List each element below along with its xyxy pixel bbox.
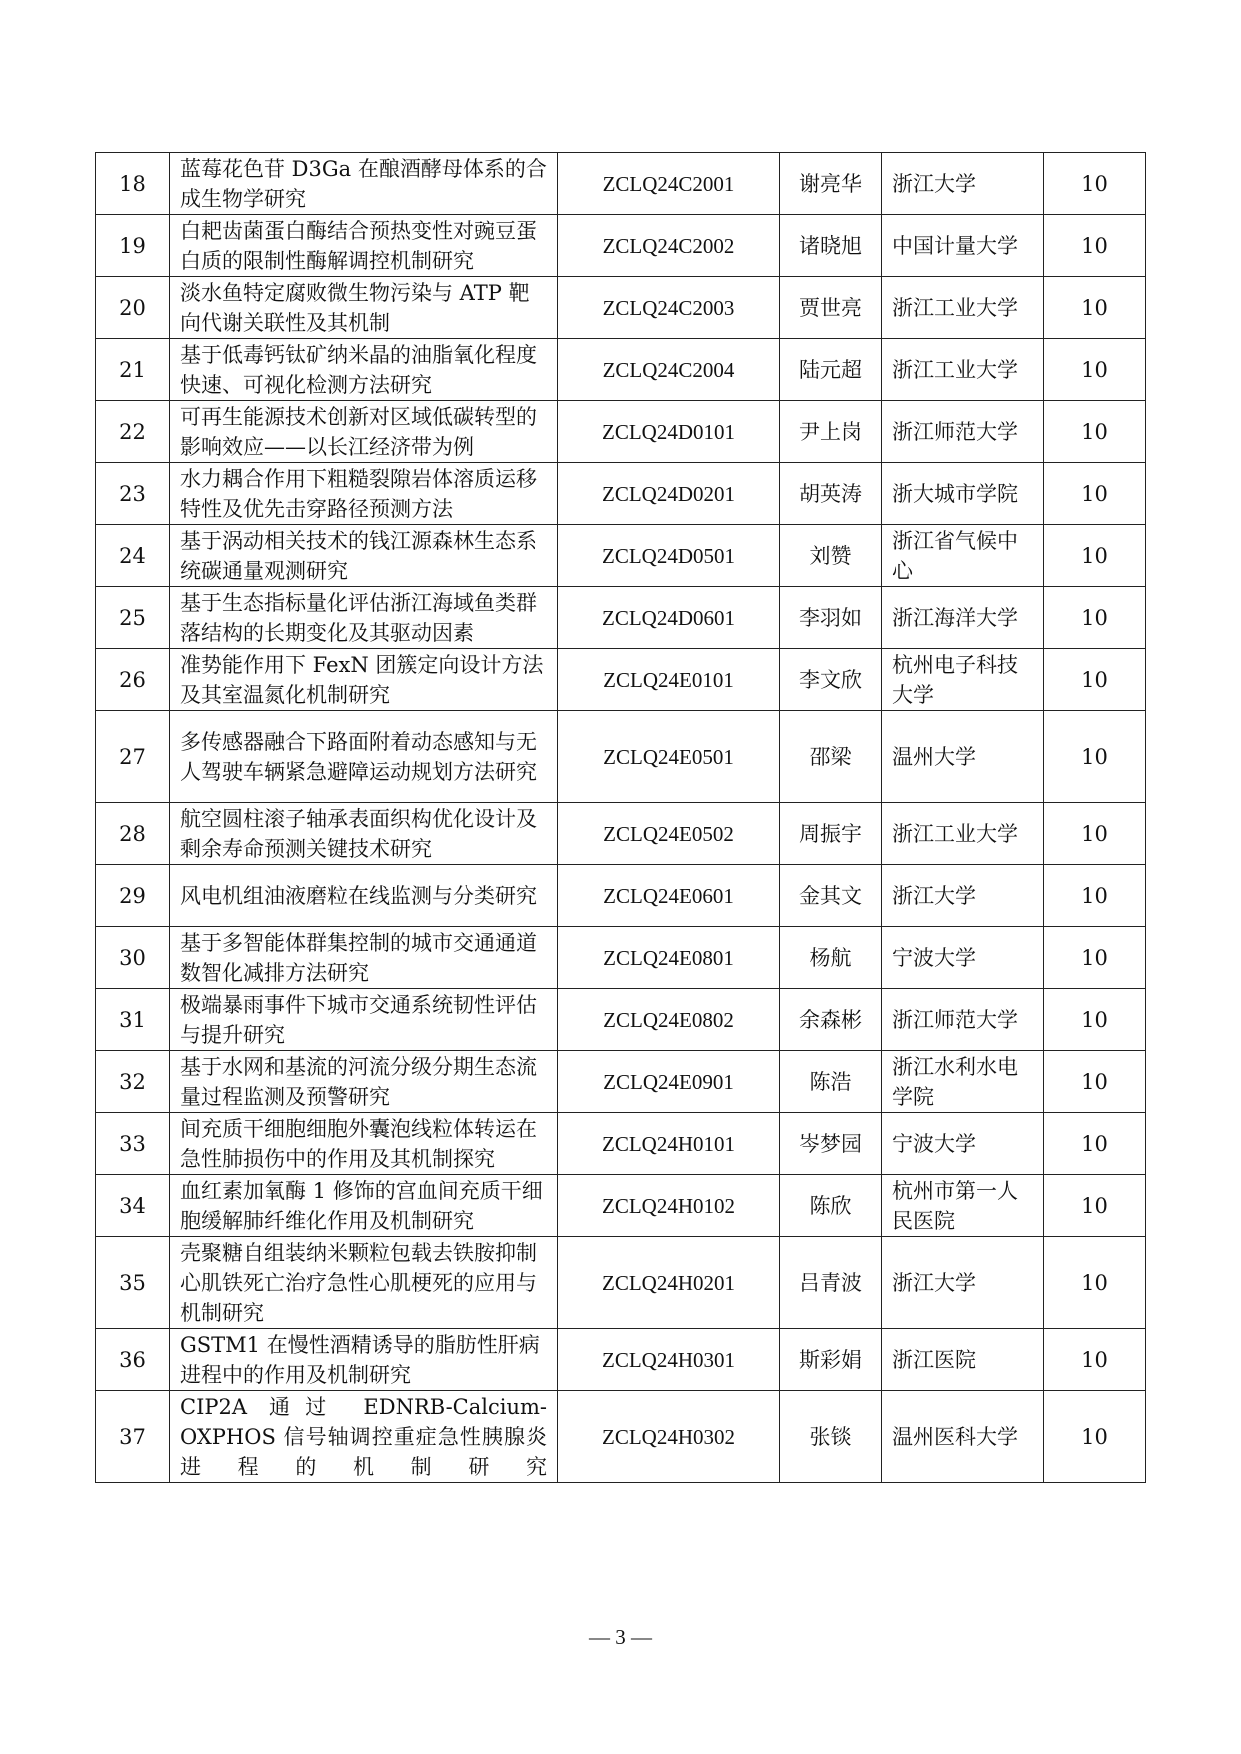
project-code: ZCLQ24E0601 — [558, 865, 780, 927]
project-code: ZCLQ24H0102 — [558, 1175, 780, 1237]
funding-amount: 10 — [1044, 989, 1146, 1051]
project-title: 极端暴雨事件下城市交通系统韧性评估与提升研究 — [170, 989, 558, 1051]
row-number: 22 — [96, 401, 170, 463]
page-number: — 3 — — [589, 1625, 652, 1649]
principal-investigator: 金其文 — [780, 865, 882, 927]
row-number: 34 — [96, 1175, 170, 1237]
project-title: 间充质干细胞细胞外囊泡线粒体转运在急性肺损伤中的作用及其机制探究 — [170, 1113, 558, 1175]
principal-investigator: 李羽如 — [780, 587, 882, 649]
project-code: ZCLQ24D0101 — [558, 401, 780, 463]
institution: 浙大城市学院 — [882, 463, 1044, 525]
project-title: 基于低毒钙钛矿纳米晶的油脂氧化程度快速、可视化检测方法研究 — [170, 339, 558, 401]
funding-amount: 10 — [1044, 1391, 1146, 1483]
project-title: 航空圆柱滚子轴承表面织构优化设计及剩余寿命预测关键技术研究 — [170, 803, 558, 865]
table-row — [96, 1329, 1146, 1391]
project-title: 白耙齿菌蛋白酶结合预热变性对豌豆蛋白质的限制性酶解调控机制研究 — [170, 215, 558, 277]
principal-investigator: 胡英涛 — [780, 463, 882, 525]
project-code: ZCLQ24E0901 — [558, 1051, 780, 1113]
funding-amount: 10 — [1044, 215, 1146, 277]
funding-amount: 10 — [1044, 277, 1146, 339]
project-code: ZCLQ24H0201 — [558, 1237, 780, 1329]
principal-investigator: 周振宇 — [780, 803, 882, 865]
project-code: ZCLQ24E0801 — [558, 927, 780, 989]
table-row — [96, 865, 1146, 927]
table-row — [96, 587, 1146, 649]
institution: 浙江大学 — [882, 153, 1044, 215]
project-code: ZCLQ24C2001 — [558, 153, 780, 215]
row-number: 29 — [96, 865, 170, 927]
row-number: 33 — [96, 1113, 170, 1175]
project-code: ZCLQ24E0502 — [558, 803, 780, 865]
institution: 浙江大学 — [882, 1237, 1044, 1329]
funding-amount: 10 — [1044, 1051, 1146, 1113]
funding-amount: 10 — [1044, 153, 1146, 215]
funding-amount: 10 — [1044, 1175, 1146, 1237]
funding-amount: 10 — [1044, 463, 1146, 525]
table-row — [96, 1237, 1146, 1329]
table-row — [96, 463, 1146, 525]
table-body — [96, 153, 1146, 1483]
institution: 浙江师范大学 — [882, 989, 1044, 1051]
project-title — [170, 1391, 558, 1483]
row-number: 37 — [96, 1391, 170, 1483]
project-code: ZCLQ24D0501 — [558, 525, 780, 587]
table-row — [96, 1113, 1146, 1175]
row-number: 31 — [96, 989, 170, 1051]
principal-investigator: 贾世亮 — [780, 277, 882, 339]
row-number: 19 — [96, 215, 170, 277]
principal-investigator: 刘赞 — [780, 525, 882, 587]
institution: 浙江师范大学 — [882, 401, 1044, 463]
row-number: 30 — [96, 927, 170, 989]
project-code: ZCLQ24E0802 — [558, 989, 780, 1051]
project-code: ZCLQ24C2002 — [558, 215, 780, 277]
table-row — [96, 153, 1146, 215]
table-row — [96, 803, 1146, 865]
table-row — [96, 277, 1146, 339]
row-number: 26 — [96, 649, 170, 711]
table-row — [96, 339, 1146, 401]
row-number: 35 — [96, 1237, 170, 1329]
project-title: 淡水鱼特定腐败微生物污染与 ATP 靶向代谢关联性及其机制 — [170, 277, 558, 339]
institution: 宁波大学 — [882, 1113, 1044, 1175]
project-title: 准势能作用下 FexN 团簇定向设计方法及其室温氮化机制研究 — [170, 649, 558, 711]
project-title: 水力耦合作用下粗糙裂隙岩体溶质运移特性及优先击穿路径预测方法 — [170, 463, 558, 525]
institution: 杭州市第一人民医院 — [882, 1175, 1044, 1237]
principal-investigator: 陈浩 — [780, 1051, 882, 1113]
institution: 浙江海洋大学 — [882, 587, 1044, 649]
project-title: 基于多智能体群集控制的城市交通通道数智化减排方法研究 — [170, 927, 558, 989]
row-number: 23 — [96, 463, 170, 525]
row-number: 20 — [96, 277, 170, 339]
table-row — [96, 215, 1146, 277]
project-code: ZCLQ24D0601 — [558, 587, 780, 649]
funding-amount: 10 — [1044, 927, 1146, 989]
institution: 浙江医院 — [882, 1329, 1044, 1391]
institution: 浙江大学 — [882, 865, 1044, 927]
funding-amount: 10 — [1044, 865, 1146, 927]
institution: 温州医科大学 — [882, 1391, 1044, 1483]
funding-amount: 10 — [1044, 525, 1146, 587]
principal-investigator: 谢亮华 — [780, 153, 882, 215]
project-title-text: CIP2A 通过 EDNRB-Calcium-OXPHOS 信号轴调控重症急性胰腺炎进程的机制研究 — [180, 1394, 547, 1479]
project-title: 蓝莓花色苷 D3Ga 在酿酒酵母体系的合成生物学研究 — [170, 153, 558, 215]
project-code: ZCLQ24H0302 — [558, 1391, 780, 1483]
funding-amount: 10 — [1044, 803, 1146, 865]
row-number: 18 — [96, 153, 170, 215]
funding-amount: 10 — [1044, 1113, 1146, 1175]
row-number: 32 — [96, 1051, 170, 1113]
row-number: 25 — [96, 587, 170, 649]
row-number: 24 — [96, 525, 170, 587]
funded-projects-table — [95, 152, 1146, 1483]
project-title: 可再生能源技术创新对区域低碳转型的影响效应——以长江经济带为例 — [170, 401, 558, 463]
project-code: ZCLQ24E0501 — [558, 711, 780, 803]
institution: 浙江工业大学 — [882, 339, 1044, 401]
project-title: 血红素加氧酶 1 修饰的宫血间充质干细胞缓解肺纤维化作用及机制研究 — [170, 1175, 558, 1237]
institution: 宁波大学 — [882, 927, 1044, 989]
project-title: 壳聚糖自组装纳米颗粒包载去铁胺抑制心肌铁死亡治疗急性心肌梗死的应用与机制研究 — [170, 1237, 558, 1329]
institution: 温州大学 — [882, 711, 1044, 803]
principal-investigator: 斯彩娟 — [780, 1329, 882, 1391]
project-title: 多传感器融合下路面附着动态感知与无人驾驶车辆紧急避障运动规划方法研究 — [170, 711, 558, 803]
funding-amount: 10 — [1044, 401, 1146, 463]
institution: 浙江省气候中心 — [882, 525, 1044, 587]
project-title: 风电机组油液磨粒在线监测与分类研究 — [170, 865, 558, 927]
project-code: ZCLQ24C2004 — [558, 339, 780, 401]
principal-investigator: 尹上岗 — [780, 401, 882, 463]
table-row — [96, 1051, 1146, 1113]
principal-investigator: 陈欣 — [780, 1175, 882, 1237]
row-number: 28 — [96, 803, 170, 865]
row-number: 27 — [96, 711, 170, 803]
principal-investigator: 吕青波 — [780, 1237, 882, 1329]
funding-amount: 10 — [1044, 649, 1146, 711]
funding-amount: 10 — [1044, 1237, 1146, 1329]
row-number: 36 — [96, 1329, 170, 1391]
table-row — [96, 927, 1146, 989]
project-title: 基于生态指标量化评估浙江海域鱼类群落结构的长期变化及其驱动因素 — [170, 587, 558, 649]
principal-investigator: 邵梁 — [780, 711, 882, 803]
project-code: ZCLQ24D0201 — [558, 463, 780, 525]
project-code: ZCLQ24H0301 — [558, 1329, 780, 1391]
table-row — [96, 1175, 1146, 1237]
principal-investigator: 诸晓旭 — [780, 215, 882, 277]
table-row — [96, 711, 1146, 803]
principal-investigator: 李文欣 — [780, 649, 882, 711]
table-row — [96, 1391, 1146, 1483]
principal-investigator: 杨航 — [780, 927, 882, 989]
row-number: 21 — [96, 339, 170, 401]
table-row — [96, 989, 1146, 1051]
table-row — [96, 525, 1146, 587]
project-code: ZCLQ24H0101 — [558, 1113, 780, 1175]
institution: 浙江水利水电学院 — [882, 1051, 1044, 1113]
project-title: 基于水网和基流的河流分级分期生态流量过程监测及预警研究 — [170, 1051, 558, 1113]
principal-investigator: 岑梦园 — [780, 1113, 882, 1175]
institution: 中国计量大学 — [882, 215, 1044, 277]
project-code: ZCLQ24E0101 — [558, 649, 780, 711]
project-code: ZCLQ24C2003 — [558, 277, 780, 339]
table-row — [96, 401, 1146, 463]
project-title: GSTM1 在慢性酒精诱导的脂肪性肝病进程中的作用及机制研究 — [170, 1329, 558, 1391]
principal-investigator: 陆元超 — [780, 339, 882, 401]
institution: 浙江工业大学 — [882, 277, 1044, 339]
table-row — [96, 649, 1146, 711]
institution: 浙江工业大学 — [882, 803, 1044, 865]
principal-investigator: 余森彬 — [780, 989, 882, 1051]
project-title: 基于涡动相关技术的钱江源森林生态系统碳通量观测研究 — [170, 525, 558, 587]
institution: 杭州电子科技大学 — [882, 649, 1044, 711]
funding-amount: 10 — [1044, 1329, 1146, 1391]
funding-amount: 10 — [1044, 587, 1146, 649]
principal-investigator: 张锬 — [780, 1391, 882, 1483]
funding-amount: 10 — [1044, 711, 1146, 803]
funding-amount: 10 — [1044, 339, 1146, 401]
